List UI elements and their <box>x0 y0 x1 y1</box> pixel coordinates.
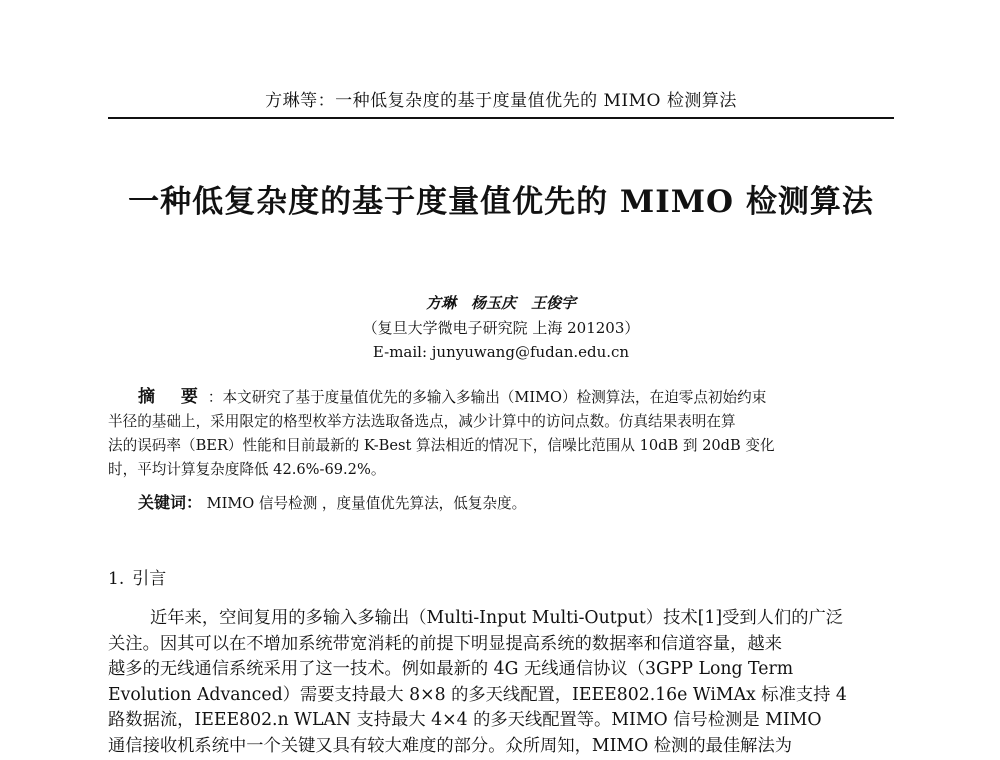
author-list: 方琳 杨玉庆 王俊宇 <box>425 294 576 312</box>
affiliation: （复旦大学微电子研究院 上海 201203） <box>362 319 640 337</box>
body-line: 关注。因其可以在不增加系统带宽消耗的前提下明显提高系统的数据率和信道容量，越来 <box>108 633 782 654</box>
author-email: E-mail: junyuwang@fudan.edu.cn <box>372 343 630 361</box>
section-number: 1. <box>108 569 125 589</box>
abstract-line: 半径的基础上，采用限定的格型枚举方法选取备选点，减少计算中的访问点数。仿真结果表明在算 <box>108 413 736 430</box>
keywords-text: MIMO 信号检测 ，度量值优先算法，低复杂度。 <box>202 495 527 512</box>
abstract-label: 摘 要 <box>138 387 208 407</box>
paper-title: 一种低复杂度的基于度量值优先的 MIMO 检测算法 <box>128 184 874 220</box>
keywords <box>108 491 848 516</box>
header-rule <box>108 117 894 119</box>
abstract-line: 法的误码率（BER）性能和目前最新的 K-Best 算法相近的情况下，信噪比范围从 10dB 到 20dB 变化 <box>108 437 775 454</box>
section-heading <box>108 564 166 589</box>
section-title: 引言 <box>132 569 167 589</box>
abstract-text: ：本文研究了基于度量值优先的多输入多输出（MIMO）检测算法，在迫零点初始约束 <box>207 389 767 406</box>
body-line: 通信接收机系统中一个关键又具有较大难度的部分。众所周知，MIMO 检测的最佳解法为 <box>108 735 793 756</box>
abstract-line: 时，平均计算复杂度降低 42.6%-69.2%。 <box>108 461 386 478</box>
abstract-line <box>108 385 848 410</box>
body-line: 路数据流，IEEE802.n WLAN 支持最大 4×4 的多天线配置等。MIMO 信号检测是 MIMO <box>108 710 822 730</box>
abstract <box>108 385 848 482</box>
body-text <box>108 606 894 759</box>
body-line: 越多的无线通信系统采用了这一技术。例如最新的 4G 无线通信协议（3GPP Long Term <box>108 659 794 679</box>
body-line: 近年来，空间复用的多输入多输出（Multi-Input Multi-Output）技术[1]受到人们的广泛 <box>150 608 844 628</box>
running-header: 方琳等：一种低复杂度的基于度量值优先的 MIMO 检测算法 <box>265 91 737 111</box>
body-line: Evolution Advanced）需要支持最大 8×8 的多天线配置，IEEE802.16e WiMAx 标准支持 4 <box>108 684 847 705</box>
keywords-label: 关键词： <box>138 493 203 512</box>
